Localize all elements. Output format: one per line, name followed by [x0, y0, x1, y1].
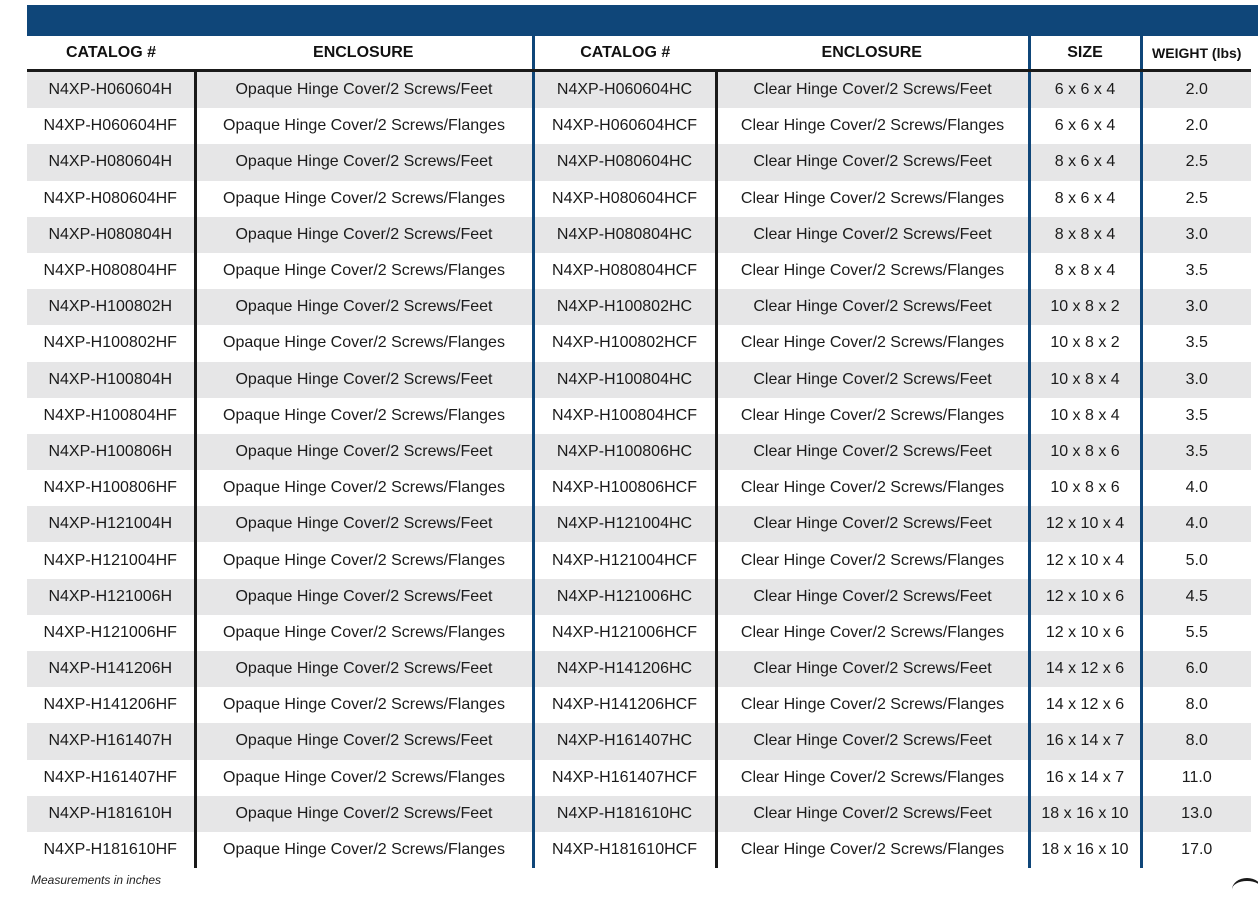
catalog-opaque-cell: N4XP-H161407H — [27, 723, 195, 759]
catalog-clear-cell: N4XP-H060604HC — [533, 71, 716, 109]
enclosure-opaque-cell: Opaque Hinge Cover/2 Screws/Flanges — [195, 325, 533, 361]
catalog-clear-cell: N4XP-H080804HC — [533, 217, 716, 253]
measurement-footnote: Measurements in inches — [31, 873, 162, 887]
enclosure-opaque-cell: Opaque Hinge Cover/2 Screws/Feet — [195, 362, 533, 398]
catalog-opaque-cell: N4XP-H060604H — [27, 71, 195, 109]
weight-cell: 8.0 — [1141, 723, 1251, 759]
weight-cell: 4.5 — [1141, 579, 1251, 615]
catalog-opaque-cell: N4XP-H100804HF — [27, 398, 195, 434]
catalog-clear-cell: N4XP-H100802HC — [533, 289, 716, 325]
catalog-opaque-cell: N4XP-H060604HF — [27, 108, 195, 144]
table-row — [27, 71, 1251, 109]
table-row — [27, 108, 1251, 144]
weight-cell: 17.0 — [1141, 832, 1251, 868]
size-cell: 10 x 8 x 4 — [1029, 362, 1141, 398]
table-row — [27, 687, 1251, 723]
enclosure-opaque-cell: Opaque Hinge Cover/2 Screws/Feet — [195, 217, 533, 253]
catalog-clear-cell: N4XP-H121006HCF — [533, 615, 716, 651]
size-cell: 8 x 6 x 4 — [1029, 181, 1141, 217]
size-cell: 6 x 6 x 4 — [1029, 71, 1141, 109]
weight-cell: 13.0 — [1141, 796, 1251, 832]
catalog-clear-cell: N4XP-H181610HC — [533, 796, 716, 832]
catalog-clear-cell: N4XP-H080804HCF — [533, 253, 716, 289]
enclosure-clear-cell: Clear Hinge Cover/2 Screws/Feet — [716, 217, 1029, 253]
catalog-opaque-cell: N4XP-H080604HF — [27, 181, 195, 217]
enclosure-opaque-cell: Opaque Hinge Cover/2 Screws/Flanges — [195, 615, 533, 651]
size-cell: 16 x 14 x 7 — [1029, 760, 1141, 796]
catalog-opaque-cell: N4XP-H080804H — [27, 217, 195, 253]
weight-cell: 8.0 — [1141, 687, 1251, 723]
corner-page-mark — [1232, 878, 1258, 901]
size-cell: 14 x 12 x 6 — [1029, 651, 1141, 687]
enclosure-opaque-cell: Opaque Hinge Cover/2 Screws/Flanges — [195, 253, 533, 289]
table-row — [27, 651, 1251, 687]
catalog-clear-cell: N4XP-H080604HC — [533, 144, 716, 180]
table-row — [27, 325, 1251, 361]
weight-cell: 3.5 — [1141, 325, 1251, 361]
catalog-opaque-cell: N4XP-H121006H — [27, 579, 195, 615]
size-cell: 14 x 12 x 6 — [1029, 687, 1141, 723]
catalog-clear-cell: N4XP-H100806HC — [533, 434, 716, 470]
table-body — [27, 71, 1251, 869]
weight-cell: 2.5 — [1141, 144, 1251, 180]
table-row — [27, 832, 1251, 868]
catalog-clear-cell: N4XP-H121004HCF — [533, 542, 716, 578]
catalog-clear-cell: N4XP-H141206HC — [533, 651, 716, 687]
enclosure-opaque-cell: Opaque Hinge Cover/2 Screws/Feet — [195, 506, 533, 542]
header-enclosure-clear: ENCLOSURE — [716, 36, 1029, 71]
catalog-opaque-cell: N4XP-H100806H — [27, 434, 195, 470]
size-cell: 8 x 8 x 4 — [1029, 217, 1141, 253]
catalog-clear-cell: N4XP-H181610HCF — [533, 832, 716, 868]
header-banner — [27, 5, 1258, 36]
size-cell: 10 x 8 x 2 — [1029, 325, 1141, 361]
catalog-clear-cell: N4XP-H100806HCF — [533, 470, 716, 506]
enclosure-clear-cell: Clear Hinge Cover/2 Screws/Feet — [716, 723, 1029, 759]
enclosure-opaque-cell: Opaque Hinge Cover/2 Screws/Feet — [195, 71, 533, 109]
enclosure-opaque-cell: Opaque Hinge Cover/2 Screws/Flanges — [195, 181, 533, 217]
enclosure-opaque-cell: Opaque Hinge Cover/2 Screws/Flanges — [195, 832, 533, 868]
enclosure-clear-cell: Clear Hinge Cover/2 Screws/Flanges — [716, 325, 1029, 361]
weight-cell: 3.5 — [1141, 253, 1251, 289]
catalog-opaque-cell: N4XP-H100806HF — [27, 470, 195, 506]
table-row — [27, 289, 1251, 325]
weight-cell: 2.0 — [1141, 71, 1251, 109]
enclosure-opaque-cell: Opaque Hinge Cover/2 Screws/Feet — [195, 796, 533, 832]
catalog-opaque-cell: N4XP-H100804H — [27, 362, 195, 398]
size-cell: 12 x 10 x 6 — [1029, 579, 1141, 615]
enclosure-clear-cell: Clear Hinge Cover/2 Screws/Flanges — [716, 615, 1029, 651]
header-enclosure-opaque: ENCLOSURE — [195, 36, 533, 71]
size-cell: 10 x 8 x 6 — [1029, 470, 1141, 506]
weight-cell: 4.0 — [1141, 470, 1251, 506]
enclosure-opaque-cell: Opaque Hinge Cover/2 Screws/Flanges — [195, 470, 533, 506]
table-row — [27, 398, 1251, 434]
enclosure-opaque-cell: Opaque Hinge Cover/2 Screws/Feet — [195, 144, 533, 180]
enclosure-clear-cell: Clear Hinge Cover/2 Screws/Feet — [716, 144, 1029, 180]
size-cell: 12 x 10 x 4 — [1029, 506, 1141, 542]
enclosure-clear-cell: Clear Hinge Cover/2 Screws/Feet — [716, 651, 1029, 687]
enclosure-clear-cell: Clear Hinge Cover/2 Screws/Flanges — [716, 470, 1029, 506]
enclosure-clear-cell: Clear Hinge Cover/2 Screws/Feet — [716, 796, 1029, 832]
enclosure-spec-table — [27, 36, 1251, 868]
catalog-clear-cell: N4XP-H100804HC — [533, 362, 716, 398]
weight-cell: 11.0 — [1141, 760, 1251, 796]
enclosure-clear-cell: Clear Hinge Cover/2 Screws/Feet — [716, 506, 1029, 542]
weight-cell: 3.0 — [1141, 289, 1251, 325]
catalog-clear-cell: N4XP-H080604HCF — [533, 181, 716, 217]
catalog-opaque-cell: N4XP-H121004H — [27, 506, 195, 542]
catalog-clear-cell: N4XP-H121006HC — [533, 579, 716, 615]
table-header-row — [27, 36, 1251, 71]
enclosure-clear-cell: Clear Hinge Cover/2 Screws/Feet — [716, 434, 1029, 470]
enclosure-clear-cell: Clear Hinge Cover/2 Screws/Flanges — [716, 253, 1029, 289]
table-row — [27, 362, 1251, 398]
enclosure-clear-cell: Clear Hinge Cover/2 Screws/Flanges — [716, 832, 1029, 868]
catalog-opaque-cell: N4XP-H181610H — [27, 796, 195, 832]
enclosure-opaque-cell: Opaque Hinge Cover/2 Screws/Flanges — [195, 542, 533, 578]
enclosure-clear-cell: Clear Hinge Cover/2 Screws/Feet — [716, 289, 1029, 325]
enclosure-opaque-cell: Opaque Hinge Cover/2 Screws/Flanges — [195, 687, 533, 723]
weight-cell: 4.0 — [1141, 506, 1251, 542]
enclosure-opaque-cell: Opaque Hinge Cover/2 Screws/Flanges — [195, 398, 533, 434]
enclosure-opaque-cell: Opaque Hinge Cover/2 Screws/Feet — [195, 434, 533, 470]
enclosure-clear-cell: Clear Hinge Cover/2 Screws/Flanges — [716, 398, 1029, 434]
catalog-clear-cell: N4XP-H161407HCF — [533, 760, 716, 796]
size-cell: 18 x 16 x 10 — [1029, 832, 1141, 868]
table-row — [27, 542, 1251, 578]
weight-cell: 3.0 — [1141, 217, 1251, 253]
table-row — [27, 723, 1251, 759]
catalog-opaque-cell: N4XP-H100802HF — [27, 325, 195, 361]
table-row — [27, 470, 1251, 506]
table-row — [27, 144, 1251, 180]
header-size: SIZE — [1029, 36, 1141, 71]
enclosure-clear-cell: Clear Hinge Cover/2 Screws/Flanges — [716, 181, 1029, 217]
table-row — [27, 253, 1251, 289]
catalog-opaque-cell: N4XP-H141206HF — [27, 687, 195, 723]
table-row — [27, 434, 1251, 470]
size-cell: 6 x 6 x 4 — [1029, 108, 1141, 144]
catalog-clear-cell: N4XP-H161407HC — [533, 723, 716, 759]
enclosure-opaque-cell: Opaque Hinge Cover/2 Screws/Feet — [195, 723, 533, 759]
size-cell: 8 x 6 x 4 — [1029, 144, 1141, 180]
enclosure-clear-cell: Clear Hinge Cover/2 Screws/Feet — [716, 71, 1029, 109]
size-cell: 12 x 10 x 6 — [1029, 615, 1141, 651]
table-row — [27, 579, 1251, 615]
enclosure-clear-cell: Clear Hinge Cover/2 Screws/Feet — [716, 579, 1029, 615]
catalog-opaque-cell: N4XP-H161407HF — [27, 760, 195, 796]
enclosure-clear-cell: Clear Hinge Cover/2 Screws/Feet — [716, 362, 1029, 398]
catalog-clear-cell: N4XP-H141206HCF — [533, 687, 716, 723]
size-cell: 10 x 8 x 6 — [1029, 434, 1141, 470]
size-cell: 18 x 16 x 10 — [1029, 796, 1141, 832]
weight-cell: 5.0 — [1141, 542, 1251, 578]
size-cell: 16 x 14 x 7 — [1029, 723, 1141, 759]
weight-cell: 6.0 — [1141, 651, 1251, 687]
catalog-clear-cell: N4XP-H100804HCF — [533, 398, 716, 434]
enclosure-clear-cell: Clear Hinge Cover/2 Screws/Flanges — [716, 542, 1029, 578]
enclosure-opaque-cell: Opaque Hinge Cover/2 Screws/Flanges — [195, 108, 533, 144]
enclosure-opaque-cell: Opaque Hinge Cover/2 Screws/Feet — [195, 289, 533, 325]
header-catalog-opaque: CATALOG # — [27, 36, 195, 71]
table-row — [27, 181, 1251, 217]
catalog-clear-cell: N4XP-H060604HCF — [533, 108, 716, 144]
weight-cell: 3.0 — [1141, 362, 1251, 398]
catalog-clear-cell: N4XP-H121004HC — [533, 506, 716, 542]
catalog-opaque-cell: N4XP-H181610HF — [27, 832, 195, 868]
enclosure-opaque-cell: Opaque Hinge Cover/2 Screws/Flanges — [195, 760, 533, 796]
size-cell: 8 x 8 x 4 — [1029, 253, 1141, 289]
weight-cell: 5.5 — [1141, 615, 1251, 651]
catalog-opaque-cell: N4XP-H080804HF — [27, 253, 195, 289]
enclosure-opaque-cell: Opaque Hinge Cover/2 Screws/Feet — [195, 579, 533, 615]
catalog-opaque-cell: N4XP-H080604H — [27, 144, 195, 180]
size-cell: 10 x 8 x 4 — [1029, 398, 1141, 434]
table-row — [27, 217, 1251, 253]
weight-cell: 2.5 — [1141, 181, 1251, 217]
table-row — [27, 796, 1251, 832]
header-catalog-clear: CATALOG # — [533, 36, 716, 71]
weight-cell: 3.5 — [1141, 434, 1251, 470]
catalog-opaque-cell: N4XP-H100802H — [27, 289, 195, 325]
enclosure-clear-cell: Clear Hinge Cover/2 Screws/Flanges — [716, 687, 1029, 723]
table-row — [27, 506, 1251, 542]
enclosure-opaque-cell: Opaque Hinge Cover/2 Screws/Feet — [195, 651, 533, 687]
table-row — [27, 615, 1251, 651]
table-row — [27, 760, 1251, 796]
weight-cell: 2.0 — [1141, 108, 1251, 144]
catalog-opaque-cell: N4XP-H141206H — [27, 651, 195, 687]
catalog-opaque-cell: N4XP-H121004HF — [27, 542, 195, 578]
size-cell: 12 x 10 x 4 — [1029, 542, 1141, 578]
size-cell: 10 x 8 x 2 — [1029, 289, 1141, 325]
catalog-clear-cell: N4XP-H100802HCF — [533, 325, 716, 361]
weight-cell: 3.5 — [1141, 398, 1251, 434]
enclosure-clear-cell: Clear Hinge Cover/2 Screws/Flanges — [716, 108, 1029, 144]
catalog-opaque-cell: N4XP-H121006HF — [27, 615, 195, 651]
header-weight: WEIGHT (lbs) — [1141, 36, 1251, 71]
enclosure-clear-cell: Clear Hinge Cover/2 Screws/Flanges — [716, 760, 1029, 796]
